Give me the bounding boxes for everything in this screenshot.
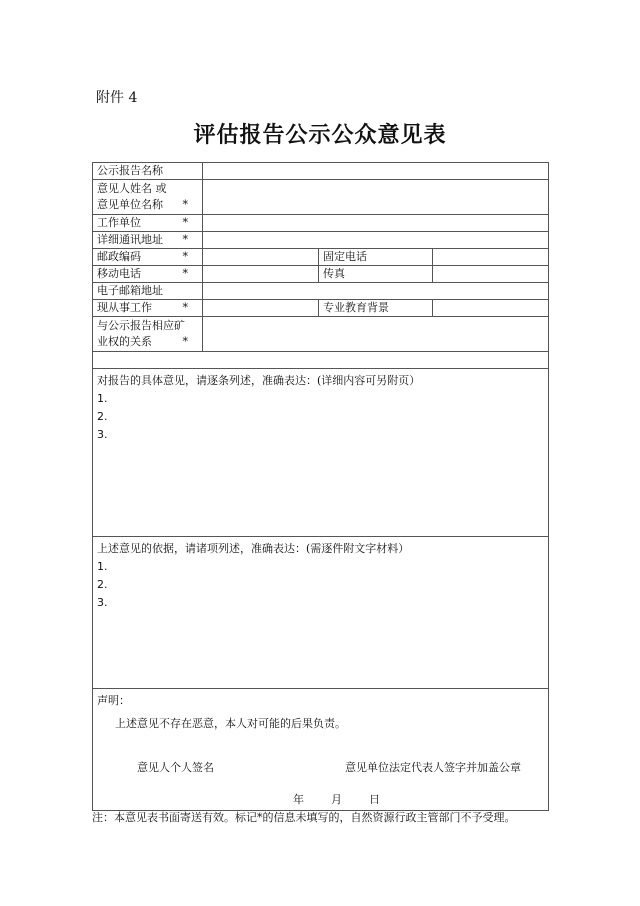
submitter-name-field[interactable] bbox=[203, 180, 549, 215]
opinions-prompt: 对报告的具体意见，请逐条列述，准确表达：(详细内容可另附页） bbox=[97, 374, 421, 387]
postcode-label: 邮政编码 * bbox=[93, 249, 203, 266]
landline-field[interactable] bbox=[433, 249, 549, 266]
footer-note: 注：本意见表书面寄送有效。标记*的信息未填写的，自然资源行政主管部门不予受理。 bbox=[92, 811, 516, 824]
required-mark: * bbox=[182, 198, 188, 211]
address-field[interactable] bbox=[203, 232, 549, 249]
address-label: 详细通讯地址 * bbox=[93, 232, 203, 249]
relation-field[interactable] bbox=[203, 317, 549, 352]
basis-section[interactable] bbox=[93, 537, 549, 689]
personal-signature-label: 意见人个人签名 bbox=[137, 761, 214, 774]
unit-signature-label: 意见单位法定代表人签字并加盖公章 bbox=[345, 761, 521, 774]
education-label: 专业教育背景 bbox=[319, 300, 433, 317]
opinions-section[interactable] bbox=[93, 369, 549, 537]
opinion-form-table bbox=[92, 162, 549, 811]
opinion-item: 1. bbox=[97, 392, 108, 405]
report-name-field[interactable] bbox=[203, 163, 549, 180]
day-label: 日 bbox=[369, 793, 380, 806]
month-label: 月 bbox=[331, 793, 342, 806]
landline-label: 固定电话 bbox=[319, 249, 433, 266]
declaration-title: 声明： bbox=[97, 694, 130, 707]
submitter-name-label: 意见人姓名 或 意见单位名称 * bbox=[93, 180, 203, 215]
fax-field[interactable] bbox=[433, 266, 549, 283]
year-label: 年 bbox=[293, 793, 304, 806]
opinion-item: 3. bbox=[97, 428, 108, 441]
mobile-field[interactable] bbox=[203, 266, 319, 283]
email-label: 电子邮箱地址 bbox=[93, 283, 203, 300]
attachment-label: 附件 4 bbox=[96, 90, 138, 106]
opinion-item: 2. bbox=[97, 410, 108, 423]
mobile-label: 移动电话 * bbox=[93, 266, 203, 283]
basis-item: 2. bbox=[97, 578, 108, 591]
work-unit-label: 工作单位 * bbox=[93, 215, 203, 232]
education-field[interactable] bbox=[433, 300, 549, 317]
fax-label: 传真 bbox=[319, 266, 433, 283]
basis-prompt: 上述意见的依据，请诸项列述，准确表达：(需逐件附文字材料） bbox=[97, 542, 410, 555]
declaration-text: 上述意见不存在恶意，本人对可能的后果负责。 bbox=[115, 717, 346, 730]
form-title: 评估报告公示公众意见表 bbox=[193, 122, 447, 148]
current-work-field[interactable] bbox=[203, 300, 319, 317]
declaration-section bbox=[93, 689, 549, 811]
relation-label: 与公示报告相应矿 业权的关系 * bbox=[93, 317, 203, 352]
date-line bbox=[97, 792, 544, 810]
blank-row bbox=[93, 352, 549, 369]
basis-item: 3. bbox=[97, 596, 108, 609]
email-field[interactable] bbox=[203, 283, 549, 300]
current-work-label: 现从事工作 * bbox=[93, 300, 203, 317]
work-unit-field[interactable] bbox=[203, 215, 549, 232]
postcode-field[interactable] bbox=[203, 249, 319, 266]
basis-item: 1. bbox=[97, 560, 108, 573]
report-name-label: 公示报告名称 bbox=[93, 163, 203, 180]
